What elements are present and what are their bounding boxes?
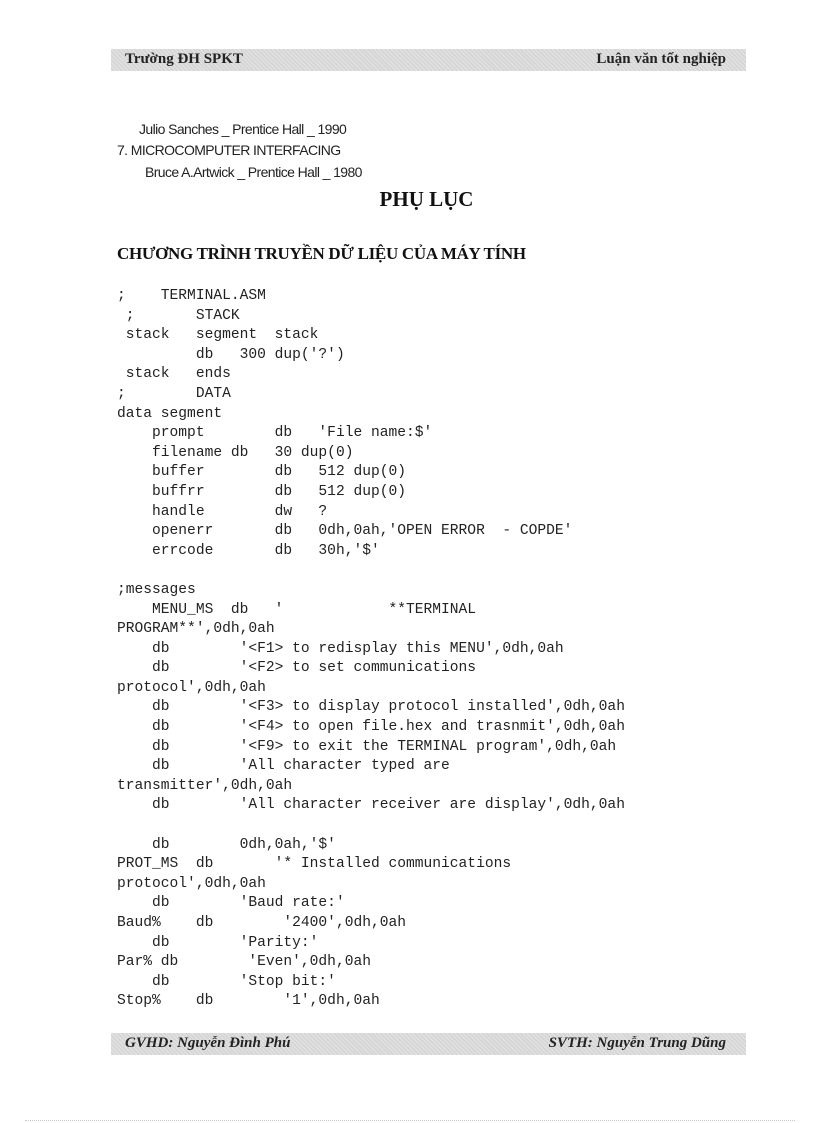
- code-line: prompt db 'File name:$': [117, 425, 433, 442]
- header-school: Trường ĐH SPKT: [125, 51, 243, 67]
- code-line: Stop% db '1',0dh,0ah: [117, 993, 380, 1010]
- page-header: [111, 49, 746, 71]
- assembly-code-listing: [117, 287, 625, 1012]
- code-line: db 0dh,0ah,'$': [117, 836, 336, 853]
- code-line: db '<F4> to open file.hex and trasnmit',0dh,0ah: [117, 719, 625, 736]
- code-line: protocol',0dh,0ah: [117, 875, 266, 892]
- page-footer: [111, 1033, 746, 1055]
- code-line: handle dw ?: [117, 503, 328, 520]
- footer-advisor: GVHD: Nguyễn Đình Phú: [125, 1035, 291, 1051]
- code-line: data segment: [117, 405, 223, 422]
- code-line: ; TERMINAL.ASM: [117, 288, 266, 304]
- code-line: db 'Stop bit:': [117, 973, 336, 990]
- reference-line-3: Bruce A.Artwick _ Prentice Hall _ 1980: [145, 164, 362, 180]
- code-line: Baud% db '2400',0dh,0ah: [117, 915, 407, 931]
- footer-student: SVTH: Nguyễn Trung Dũng: [548, 1035, 726, 1051]
- code-line: db 300 dup('?'): [117, 346, 345, 363]
- code-line: db '<F9> to exit the TERMINAL program',0dh,0ah: [117, 738, 617, 755]
- code-line: openerr db 0dh,0ah,'OPEN ERROR - COPDE': [117, 523, 573, 540]
- reference-line-2: 7. MICROCOMPUTER INTERFACING: [117, 142, 341, 158]
- chapter-title: CHƯƠNG TRÌNH TRUYỀN DỮ LIỆU CỦA MÁY TÍNH: [117, 244, 526, 263]
- code-line: db 'All character typed are: [117, 758, 450, 775]
- code-line: buffrr db 512 dup(0): [117, 483, 407, 500]
- code-line: ; STACK: [117, 307, 240, 324]
- code-line: PROGRAM**',0dh,0ah: [117, 621, 275, 638]
- code-line: db '<F1> to redisplay this MENU',0dh,0ah: [117, 640, 564, 657]
- reference-line-1: Julio Sanches _ Prentice Hall _ 1990: [139, 121, 347, 137]
- code-line: errcode db 30h,'$': [117, 542, 380, 559]
- code-line: ; DATA: [117, 385, 231, 402]
- code-line: db 'All character receiver are display',0dh,0ah: [117, 797, 625, 814]
- code-line: db 'Baud rate:': [117, 895, 345, 912]
- code-line: ;messages: [117, 581, 196, 598]
- code-line: buffer db 512 dup(0): [117, 464, 407, 481]
- code-line: filename db 30 dup(0): [117, 444, 354, 461]
- code-line: stack segment stack: [117, 327, 319, 344]
- code-line: db '<F2> to set communications: [117, 660, 477, 677]
- code-line: MENU_MS db ' **TERMINAL: [117, 601, 477, 618]
- code-line: db 'Parity:': [117, 934, 319, 951]
- header-thesis: Luận văn tốt nghiệp: [596, 51, 726, 67]
- code-line: transmitter',0dh,0ah: [117, 777, 293, 794]
- code-line: protocol',0dh,0ah: [117, 679, 266, 696]
- page-bottom-dotted-rule: [25, 1120, 795, 1121]
- code-line: db '<F3> to display protocol installed',0dh,0ah: [117, 699, 625, 716]
- appendix-title: PHỤ LỤC: [379, 187, 474, 211]
- code-line: stack ends: [117, 366, 231, 383]
- code-line: PROT_MS db '* Installed communications: [117, 856, 512, 873]
- code-line: Par% db 'Even',0dh,0ah: [117, 954, 371, 971]
